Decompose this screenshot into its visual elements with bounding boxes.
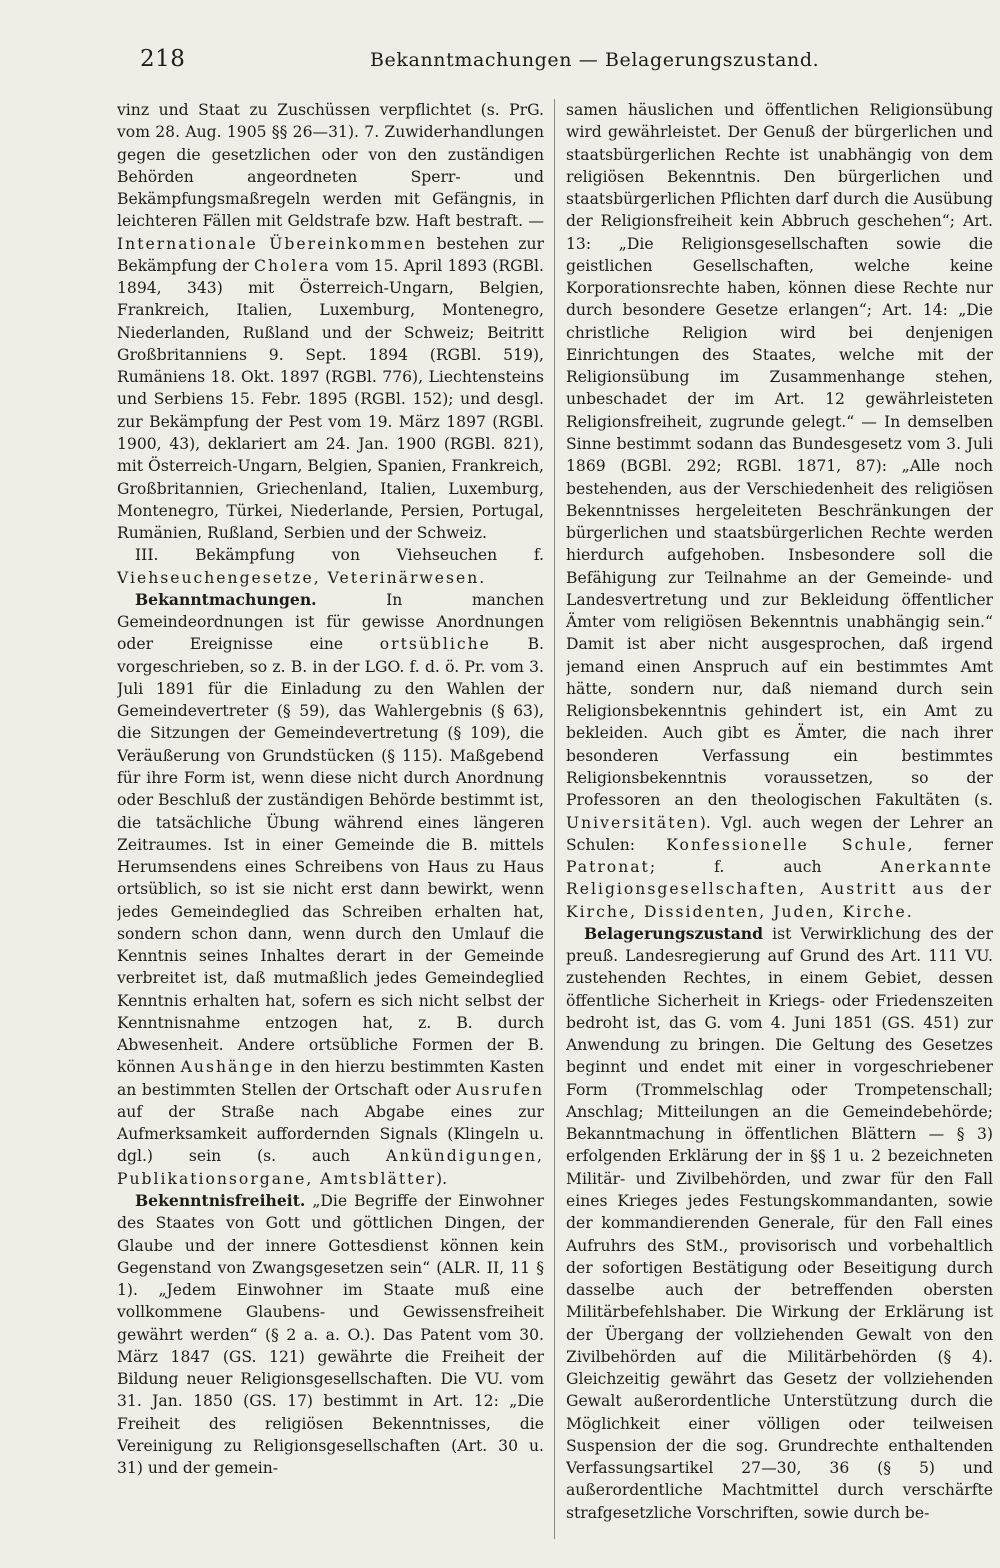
entry-bekenntnisfreiheit: Bekenntnisfreiheit. „Die Begriffe der Einwohner des Staates von Gott und göttlichen Dingen, der Glaube und der innere Gottesdienst können kein Gegenstand von Zwangsgesetzen sein“ (ALR. II, 11 § 1). „Jedem Einwohner im Staate muß eine vollkommene Glaubens- und Gewissensfreiheit gewährt werden“ (§ 2 a. a. O.). Das Patent vom 30. März 1847 (GS. 121) gewährte die Freiheit der Bildung neuer Religionsgesellschaften. Die VU. vom 31. Jan. 1850 (GS. 17) bestimmt in Art. 12: „Die Freiheit des religiösen Bekenntnisses, die Vereinigung zu Religionsgesellschaften (Art. 30 u. 31) und der gemein- — [117, 1191, 544, 1478]
text-columns — [117, 99, 993, 1539]
running-head: Bekanntmachungen — Belagerungszustand. — [370, 49, 820, 71]
entry-keyword: Bekenntnisfreiheit. — [135, 1191, 306, 1211]
page-header — [140, 46, 956, 86]
paragraph-viehseuchen: III. Bekämpfung von Viehseuchen f. Viehseuchengesetze, Veterinärwesen. — [117, 546, 544, 587]
entry-bekanntmachungen: Bekanntmachungen. In manchen Gemeindeordnungen ist für gewisse Anordnungen oder Ereignisse eine ortsübliche B. vorgeschrieben, so z. B. in der LGO. f. d. ö. Pr. vom 3. Juli 1891 für die Einladung zu den Wahlen der Gemeindevertreter (§ 59), das Wahlergebnis (§ 63), die Sitzungen der Gemeindevertretung (§ 109), die Veräußerung von Grundstücken (§ 115). Maßgebend für ihre Form ist, wenn diese nicht durch Anordnung oder Beschluß der zuständigen Behörde bestimmt ist, die tatsächliche Übung während eines längeren Zeitraumes. Ist in einer Gemeinde die B. mittels Herumsendens eines Schreibens von Haus zu Haus ortsüblich, so ist sie nicht erst dann bewirkt, wenn jedes Gemeindeglied das Schreiben erhalten hat, sondern schon dann, wenn durch den Umlauf die Kenntnis seines Inhaltes derart in der Gemeinde verbreitet ist, daß mutmaßlich jedes Gemeindeglied Kenntnis erhalten hat, sofern es sich nicht selbst der Kenntnisnahme entzogen hat, z. B. durch Abwesenheit. Andere ortsübliche Formen der B. können Aushänge in den hierzu bestimmten Kasten an bestimmten Stellen der Ortschaft oder Ausrufen auf der Straße nach Abgabe eines zur Aufmerksamkeit auffordernden Signals (Klingeln u. dgl.) sein (s. auch Ankündigungen, Publikationsorgane, Amtsblätter). — [117, 589, 544, 1188]
right-column — [566, 99, 993, 1539]
paragraph-religionsuebung: samen häuslichen und öffentlichen Religionsübung wird gewährleistet. Der Genuß der bürgerlichen und staatsbürgerlichen Rechte ist unabhängig von dem religiösen Bekenntnis. Den bürgerlichen und staatsbürgerlichen Pflichten darf durch die Ausübung der Religionsfreiheit kein Abbruch geschehen“; Art. 13: „Die Religionsgesellschaften sowie die geistlichen Gesellschaften, welche keine Korporationsrechte haben, können diese Rechte nur durch besondere Gesetze erlangen“; Art. 14: „Die christliche Religion wird bei denjenigen Einrichtungen des Staates, welche mit der Religionsübung im Zusammenhange stehen, unbeschadet der im Art. 12 gewährleisteten Religionsfreiheit, zugrunde gelegt.“ — In demselben Sinne bestimmt sodann das Bundesgesetz vom 3. Juli 1869 (BGBl. 292; RGBl. 1871, 87): „Alle noch bestehenden, aus der Verschiedenheit des religiösen Bekenntnisses hergeleiteten Beschränkungen der bürgerlichen und staatsbürgerlichen Rechte werden hierdurch aufgehoben. Insbesondere soll die Befähigung zur Teilnahme an der Gemeinde- und Landesvertretung und zur Bekleidung öffentlicher Ämter vom religiösen Bekenntnis unabhängig sein.“ Damit ist aber nicht ausgesprochen, daß irgend jemand einen Anspruch auf ein bestimmtes Amt hätte, sondern nur, daß niemand durch sein Religionsbekenntnis gehindert ist, ein Amt zu bekleiden. Auch gibt es Ämter, die nach ihrer besonderen Verfassung ein bestimmtes Religionsbekenntnis voraussetzen, so der Professoren an den theologischen Fakultäten (s. Universitäten). Vgl. auch wegen der Lehrer an Schulen: Konfessionelle Schule, ferner Patronat; f. auch Anerkannte Religionsgesellschaften, Austritt aus der Kirche, Dissidenten, Juden, Kirche. — [566, 101, 993, 921]
entry-belagerungszustand: Belagerungszustand ist Verwirklichung des der preuß. Landesregierung auf Grund des Art. 111 VU. zustehenden Rechtes, in einem Gebiet, dessen öffentliche Sicherheit in Kriegs- oder Friedenszeiten bedroht ist, das G. vom 4. Juni 1851 (GS. 451) zur Anwendung zu bringen. Die Geltung des Gesetzes beginnt und endet mit einer in vorgeschriebener Form (Trommelschlag oder Trompetenschall; Anschlag; Mitteilungen an die Gemeindebehörde; Bekanntmachung in öffentlichen Blättern — § 3) erfolgenden Erklärung der in §§ 1 u. 2 bezeichneten Militär- und Zivilbehörden, und zwar für den Fall eines Krieges jedes Festungskommandanten, sowie der kommandierenden Generale, für den Fall eines Aufruhrs des StM., provisorisch und vorbehaltlich der sofortigen Bestätigung oder Beseitigung durch dasselbe auch der betreffenden obersten Militärbefehlshaber. Die Wirkung der Erklärung ist der Übergang der vollziehenden Gewalt von den Zivilbehörden auf die Militärbehörden (§ 4). Gleichzeitig gewährt das Gesetz der vollziehenden Gewalt außerordentliche Unterstützung durch die Möglichkeit einer völligen oder teilweisen Suspension der die sog. Grundrechte enthaltenden Verfassungsartikel 27—30, 36 (§ 5) und außerordentliche Machtmittel durch verschärfte strafgesetzliche Vorschriften, sowie durch be- — [566, 923, 993, 1522]
entry-keyword: Belagerungszustand — [584, 923, 764, 943]
paragraph-cholera: vinz und Staat zu Zuschüssen verpflichtet (s. PrG. vom 28. Aug. 1905 §§ 26—31). 7. Zuwiderhandlungen gegen die gesetzlichen oder von den zuständigen Behörden angeordneten Sperr- und Bekämpfungsmaßregeln werden mit Gefängnis, in leichteren Fällen mit Geldstrafe bzw. Haft bestraft. — Internationale Übereinkommen bestehen zur Bekämpfung der Cholera vom 15. April 1893 (RGBl. 1894, 343) mit Österreich-Ungarn, Belgien, Frankreich, Italien, Luxemburg, Montenegro, Niederlanden, Rußland und der Schweiz; Beitritt Großbritanniens 9. Sept. 1894 (RGBl. 519), Rumäniens 18. Okt. 1897 (RGBl. 776), Liechtensteins und Serbiens 15. Febr. 1895 (RGBl. 152); und desgl. zur Bekämpfung der Pest vom 19. März 1897 (RGBl. 1900, 43), deklariert am 24. Jan. 1900 (RGBl. 821), mit Österreich-Ungarn, Belgien, Spanien, Frankreich, Großbritannien, Griechenland, Italien, Luxemburg, Montenegro, Türkei, Niederlande, Persien, Portugal, Rumänien, Rußland, Serbien und der Schweiz. — [117, 101, 544, 543]
entry-keyword: Bekanntmachungen. — [135, 589, 317, 609]
page-number: 218 — [140, 46, 186, 72]
column-divider — [554, 99, 555, 1539]
left-column — [117, 99, 544, 1539]
